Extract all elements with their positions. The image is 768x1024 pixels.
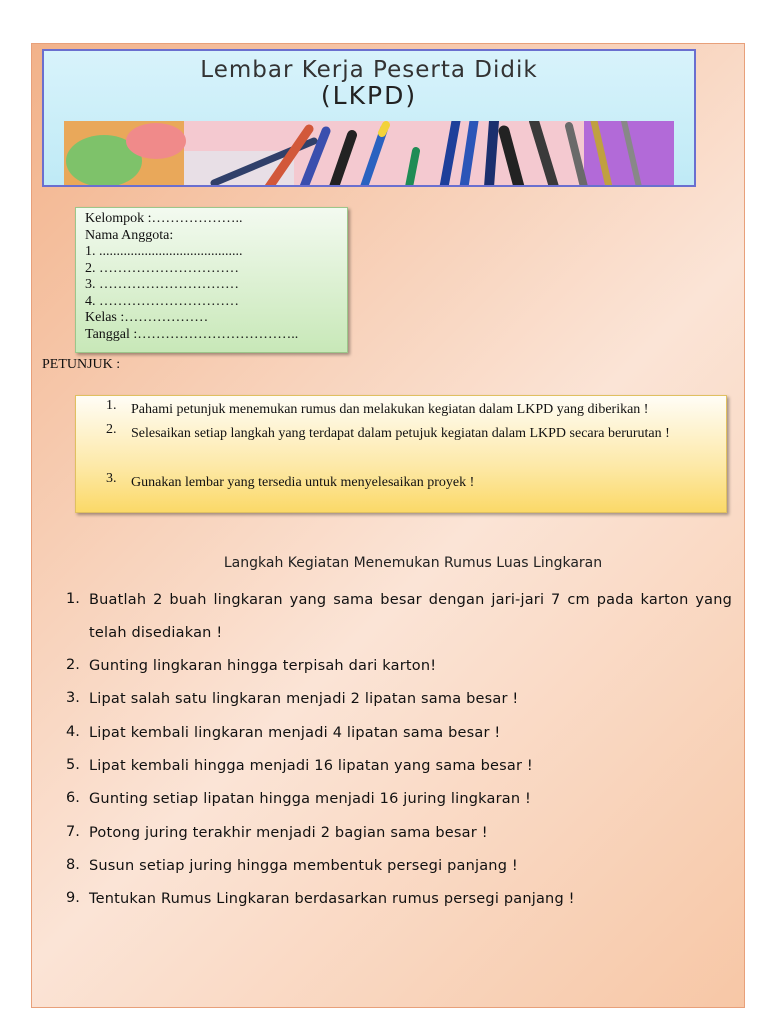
step-number: 8. bbox=[66, 857, 80, 873]
kelompok-field[interactable]: Kelompok :……………….. bbox=[85, 211, 243, 226]
instruction-text: Pahami petunjuk menemukan rumus dan melakukan kegiatan dalam LKPD yang diberikan ! bbox=[131, 402, 649, 417]
step-number: 2. bbox=[66, 657, 80, 673]
kelas-field[interactable]: Kelas :……………… bbox=[85, 310, 209, 325]
header-banner bbox=[42, 49, 696, 187]
tanggal-field[interactable]: Tanggal :…………………………….. bbox=[85, 326, 299, 342]
step-number: 5. bbox=[66, 757, 80, 773]
instruction-number: 2. bbox=[106, 422, 117, 437]
member-line-2[interactable]: 2. ………………………… bbox=[85, 260, 239, 276]
step-text: Potong juring terakhir menjadi 2 bagian sama besar ! bbox=[89, 825, 488, 841]
step-number: 3. bbox=[66, 690, 80, 706]
banner-subtitle: (LKPD) bbox=[320, 81, 418, 110]
member-line-3[interactable]: 3. ………………………… bbox=[85, 277, 239, 292]
step-text: Gunting setiap lipatan hingga menjadi 16 juring lingkaran ! bbox=[89, 791, 532, 807]
step-number: 1. bbox=[66, 591, 80, 607]
step-text: Tentukan Rumus Lingkaran berdasarkan rumus persegi panjang ! bbox=[89, 891, 575, 907]
step-text: Lipat salah satu lingkaran menjadi 2 lipatan sama besar ! bbox=[89, 691, 519, 707]
step-text: Buatlah 2 buah lingkaran yang sama besar dengan jari-jari 7 cm pada karton yang telah disediakan ! bbox=[89, 592, 732, 641]
step-number: 4. bbox=[66, 724, 80, 740]
nama-anggota-label: Nama Anggota: bbox=[85, 227, 174, 243]
identity-box bbox=[75, 207, 348, 353]
step-number: 7. bbox=[66, 824, 80, 840]
worksheet-page bbox=[31, 43, 745, 1008]
step-text: Susun setiap juring hingga membentuk persegi panjang ! bbox=[89, 858, 518, 874]
member-line-1[interactable]: 1. ......................................... bbox=[85, 244, 243, 259]
step-text: Lipat kembali lingkaran menjadi 4 lipatan sama besar ! bbox=[89, 725, 501, 741]
instruction-text: Selesaikan setiap langkah yang terdapat dalam petujuk kegiatan dalam LKPD secara berurutan ! bbox=[131, 426, 670, 441]
step-number: 9. bbox=[66, 890, 80, 906]
instructions-box bbox=[75, 395, 727, 513]
member-line-4[interactable]: 4. ………………………… bbox=[85, 293, 239, 309]
banner-title: Lembar Kerja Peserta Didik bbox=[200, 57, 538, 83]
instruction-number: 3. bbox=[106, 471, 117, 486]
petunjuk-label: PETUNJUK : bbox=[42, 357, 121, 372]
instruction-text: Gunakan lembar yang tersedia untuk menyelesaikan proyek ! bbox=[131, 475, 475, 490]
step-text: Gunting lingkaran hingga terpisah dari karton! bbox=[89, 658, 437, 674]
step-text: Lipat kembali hingga menjadi 16 lipatan yang sama besar ! bbox=[89, 758, 533, 774]
instruction-number: 1. bbox=[106, 398, 117, 413]
step-number: 6. bbox=[66, 790, 80, 806]
stationery-photo bbox=[64, 121, 674, 187]
activity-title: Langkah Kegiatan Menemukan Rumus Luas Lingkaran bbox=[223, 555, 603, 571]
